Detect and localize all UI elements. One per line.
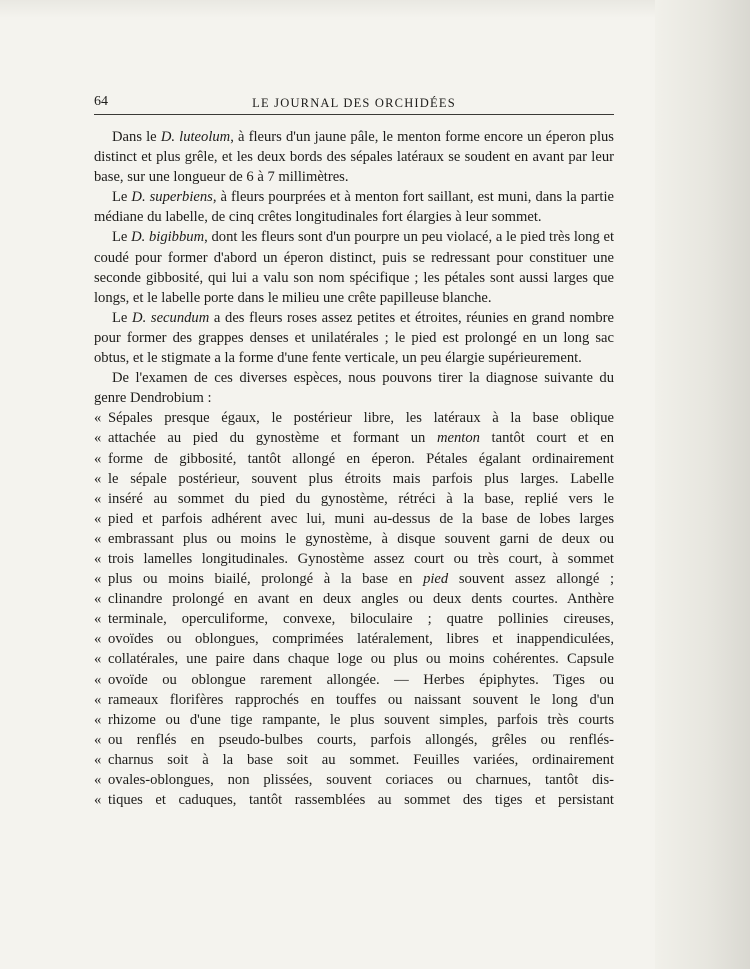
quote-line — [94, 408, 614, 428]
paragraph-luteolum: Dans le D. luteolum, à fleurs d'un jaune pâle, le menton forme encore un éperon plus distinct et plus grêle, et les deux bords des sépales latéraux se soudent en avant par leur base, sur une longueur de 6 à 7 millimètres. — [94, 129, 614, 186]
guillemet: « — [94, 691, 102, 708]
guillemet: « — [94, 510, 102, 527]
guillemet: « — [94, 571, 102, 588]
quote-line — [94, 469, 614, 489]
quote-line-text: collatérales, une paire dans chaque loge ou plus ou moins cohérentes. Capsule — [108, 651, 614, 668]
guillemet: « — [94, 430, 102, 447]
guillemet: « — [94, 631, 102, 648]
guillemet: « — [94, 450, 102, 467]
quote-line-text: plus ou moins biailé, prolongé à la base en pied souvent assez allongé ; — [108, 571, 615, 588]
guillemet: « — [94, 711, 102, 728]
quote-line-text: ovales-oblongues, non plissées, souvent coriaces ou charnues, tantôt dis- — [108, 772, 614, 788]
quote-line — [94, 790, 614, 810]
quote-line-text: ovoïde ou oblongue rarement allongée. — Herbes épiphytes. Tiges ou — [108, 671, 614, 688]
quote-line-text: forme de gibbosité, tantôt allongé en éperon. Pétales égalant ordinairement — [108, 450, 614, 467]
species-name: D. bigibbum — [131, 229, 205, 246]
quote-line-text: Sépales presque égaux, le postérieur libre, les latéraux à la base oblique — [108, 410, 614, 427]
quote-line — [94, 690, 614, 710]
paragraph-superbiens: Le D. superbiens, à fleurs pourprées et à menton fort saillant, est muni, dans la partie médiane du labelle, de cinq crêtes longitudinales fort élargies à leur sommet. — [94, 189, 615, 226]
quote-line — [94, 670, 614, 690]
quote-line-text: rhizome ou d'une tige rampante, le plus souvent simples, parfois très courts — [108, 711, 614, 728]
quote-line — [94, 629, 614, 649]
guillemet: « — [94, 671, 102, 688]
quote-line-text: pied et parfois adhérent avec lui, muni au-dessus de la base de lobes larges — [108, 510, 614, 527]
quote-line — [94, 710, 614, 730]
page-right-shading — [655, 0, 750, 969]
paragraph-bigibbum: Le D. bigibbum, dont les fleurs sont d'un pourpre un peu violacé, a le pied très long et coudé pour former d'abord un éperon distinct, puis se redressant pour constituer une seconde gibbosité, qui lui a valu son nom spécifique ; les pétales sont aussi larges que longs, et le labelle porte dans le milieu une crête papilleuse blanche. — [94, 229, 615, 306]
quote-line — [94, 569, 614, 589]
quote-line — [94, 750, 614, 770]
body-text — [94, 127, 614, 810]
journal-page — [94, 92, 614, 810]
quote-line — [94, 489, 614, 509]
quote-line-text: le sépale postérieur, souvent plus étroits mais parfois plus larges. Labelle — [108, 470, 614, 487]
guillemet: « — [94, 651, 102, 668]
quote-line-text: embrassant plus ou moins le gynostème, à disque souvent garni de deux ou — [108, 530, 614, 547]
genus-diagnosis-quote — [94, 408, 614, 810]
guillemet: « — [94, 611, 102, 628]
quote-line — [94, 609, 614, 629]
quote-line-text: terminale, operculiforme, convexe, biloculaire ; quatre pollinies cireuses, — [108, 611, 614, 628]
quote-line-text: rameaux florifères rapprochés en touffes ou naissant souvent le long d'un — [108, 691, 614, 708]
quote-line-text: ou renflés en pseudo-bulbes courts, parfois allongés, grêles ou renflés- — [108, 731, 614, 748]
term-emphasis: menton — [436, 430, 480, 447]
page-header — [94, 92, 614, 114]
quote-line — [94, 428, 614, 448]
page-top-shading — [0, 0, 750, 18]
guillemet: « — [94, 792, 102, 809]
term-emphasis: pied — [423, 571, 449, 588]
quote-line-text: charnus soit à la base soit au sommet. Feuilles variées, ordinairement — [108, 751, 614, 768]
quote-line-text: clinandre prolongé en avant en deux angles ou deux dents courtes. Anthère — [108, 591, 614, 608]
quote-line-text: ovoïdes ou oblongues, comprimées latéralement, libres et inappendiculées, — [108, 631, 614, 648]
running-title: LE JOURNAL DES ORCHIDÉES — [252, 96, 456, 110]
guillemet: « — [94, 591, 102, 608]
paragraph-diagnose-intro: De l'examen de ces diverses espèces, nous pouvons tirer la diagnose suivante du genre Dendrobium : — [94, 370, 614, 407]
quote-line-text: attachée au pied du gynostème et formant un menton tantôt court et en — [108, 430, 615, 447]
guillemet: « — [94, 550, 102, 567]
header-rule — [94, 114, 614, 115]
quote-line — [94, 549, 614, 569]
quote-line — [94, 730, 614, 750]
quote-line — [94, 449, 614, 469]
species-name: D. secundum — [132, 309, 210, 326]
guillemet: « — [94, 731, 102, 748]
quote-line-text: tiques et caduques, tantôt rassemblées au sommet des tiges et persistant — [108, 792, 614, 809]
species-name: D. superbiens — [131, 189, 213, 206]
guillemet: « — [94, 470, 102, 487]
guillemet: « — [94, 530, 102, 547]
quote-line — [94, 589, 614, 609]
quote-line — [94, 770, 614, 790]
quote-line-text: trois lamelles longitudinales. Gynostème assez court ou très court, à sommet — [108, 550, 614, 567]
paragraph-secundum: Le D. secundum a des fleurs roses assez petites et étroites, réunies en grand nombre pour former des grappes denses et unilatérales ; le pied est prolongé en un long sac obtus, et le stigmate a la forme d'une fente verticale, un peu élargie supérieurement. — [94, 309, 614, 367]
guillemet: « — [94, 410, 102, 427]
quote-line — [94, 529, 614, 549]
guillemet: « — [94, 772, 102, 788]
quote-line — [94, 649, 614, 669]
guillemet: « — [94, 751, 102, 768]
quote-line — [94, 509, 614, 529]
guillemet: « — [94, 490, 102, 507]
quote-line-text: inséré au sommet du pied du gynostème, rétréci à la base, replié vers le — [108, 490, 614, 507]
species-name: D. luteolum — [160, 129, 231, 145]
page-number: 64 — [94, 94, 108, 109]
